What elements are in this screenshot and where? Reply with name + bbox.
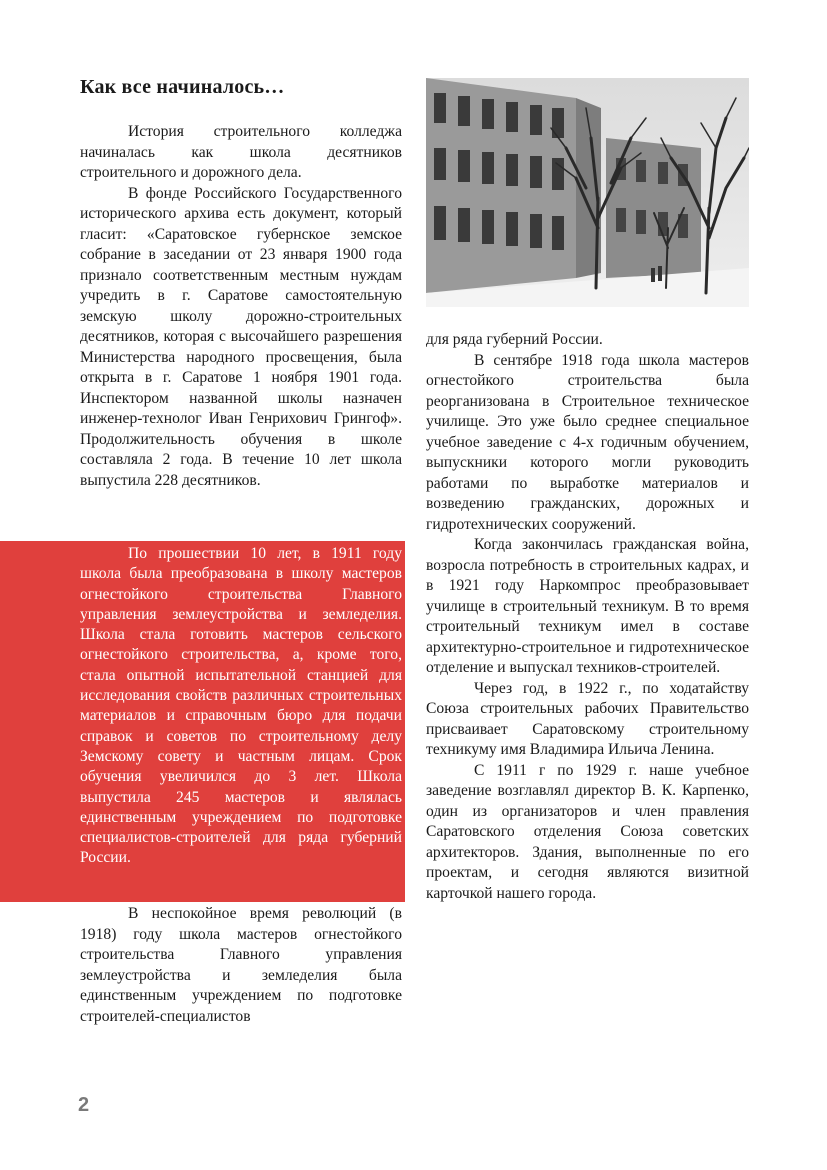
paragraph: Через год, в 1922 г., по ходатайству Союза строительных рабочих Правительство присваивает Саратовскому строительному техникуму имя Владимира Ильича Ленина. — [426, 679, 749, 758]
right-text-column — [426, 330, 749, 904]
paragraph: С 1911 г по 1929 г. наше учебное заведение возглавлял директор В. К. Карпенко, один из организаторов и член правления Саратовского отделения Союза советских архитекторов. Здания, выполненные по его проектам, и сегодня являются визитной карточкой нашего города. — [426, 761, 749, 902]
highlight-paragraph: По прошествии 10 лет, в 1911 году школа была преобразована в школу мастеров огнестойкого строительства Главного управления землеустройства и земледелия. Школа стала готовить мастеров сельского огнестойкого строительства, а, кроме того, стала опытной испытательной станцией для исследования свойств различных строительных материалов и справочным бюро для подачи справок и советов по строительному делу Земскому совету и частным лицам. Срок обучения увеличился до 3 лет. Школа выпустила 245 мастеров и являлась единственным учреждением по подготовке специалистов-строителей для ряда губерний России. — [80, 545, 402, 867]
paragraph: В неспокойное время революций (в 1918) году школа мастеров огнестойкого строительства Главного управления землеустройства и земледелия была единственным учреждением по подготовке строителей-специалистов — [80, 905, 402, 1025]
paragraph-continuation: для ряда губерний России. — [426, 331, 603, 348]
page-number: 2 — [78, 1094, 90, 1116]
highlight-text-block — [80, 544, 402, 869]
historic-building-photo — [426, 78, 749, 307]
page-title: Как все начиналось… — [80, 76, 285, 98]
paragraph: История строительного колледжа начиналась как школа десятников строительного и дорожного дела. — [80, 123, 402, 181]
paragraph: В фонде Российского Государственного исторического архива есть документ, который гласит: «Саратовское губернское земское собрание в заседании от 23 января 1900 года признало соответственным местным нуждам учредить в г. Саратове самостоятельную земскую школу дорожно-строительных десятников, которая с высочайшего разрешения Министерства народного просвещения, была открыта в г. Саратове 1 ноября 1901 года. Инспектором названной школы назначен инженер-технолог Иван Генрихович Грингоф». Продолжительность обучения в школе составляла 2 года. В течение 10 лет школа выпустила 228 десятников. — [80, 184, 402, 489]
intro-text-column — [80, 122, 402, 491]
paragraph: В сентябре 1918 года школа мастеров огнестойкого строительства была реорганизована в Строительное техническое училище. Это уже было среднее специальное учебное заведение с 4-х годичным обучением, выпускники которого могли руководить работами по выработке материалов и возведению гражданских, дорожных и гидротехнических сооружений. — [426, 351, 749, 533]
left-bottom-text-column — [80, 904, 402, 1027]
paragraph: Когда закончилась гражданская война, возросла потребность в строительных кадрах, и в 1921 году Наркомпрос преобразовывает училище в строительный техникум. В то время строительный техникум имел в составе архитектурно-строительное и гидротехническое отделение и выпускал техников-строителей. — [426, 536, 749, 676]
